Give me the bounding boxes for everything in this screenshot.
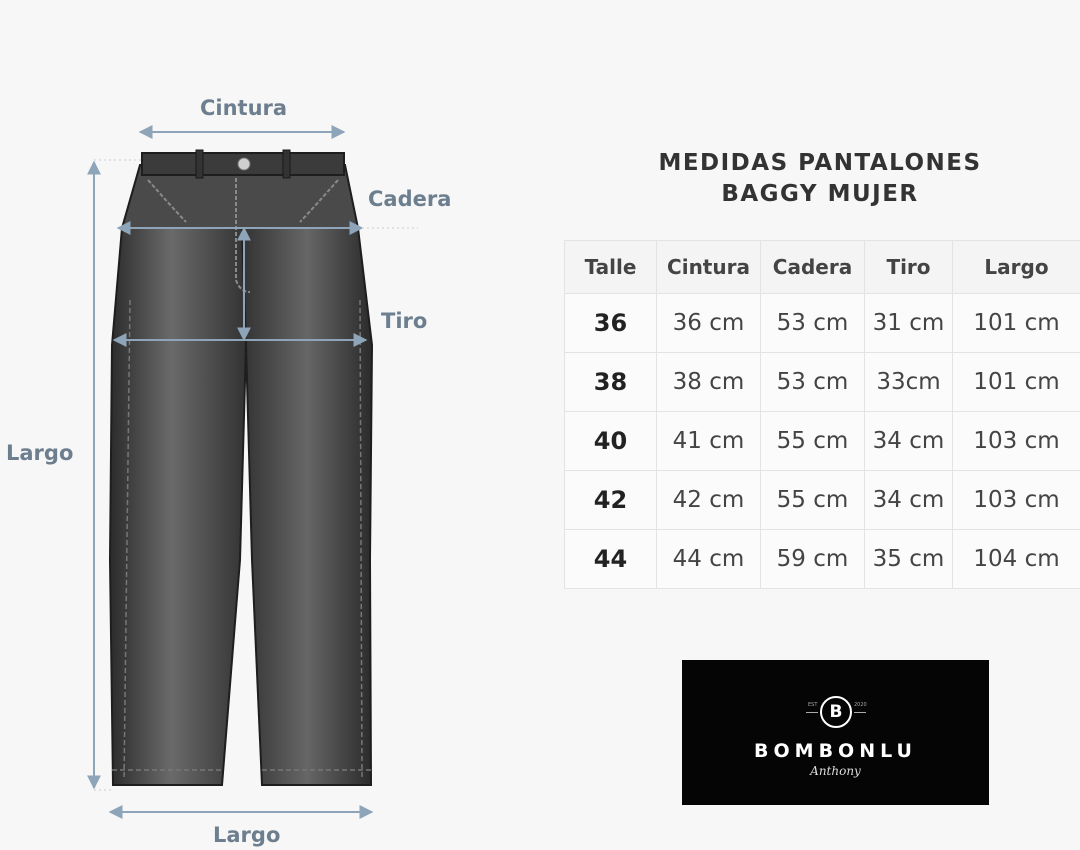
table-row	[565, 353, 1080, 412]
jeans-button	[238, 158, 250, 170]
cell-tiro: 31 cm	[865, 294, 953, 353]
cell-cadera: 55 cm	[761, 412, 865, 471]
label-largo-bottom: Largo	[213, 823, 281, 847]
cell-cadera: 53 cm	[761, 294, 865, 353]
cell-cintura: 38 cm	[657, 353, 761, 412]
cell-size: 42	[565, 471, 657, 530]
header-cintura: Cintura	[657, 241, 761, 294]
label-largo-side: Largo	[6, 441, 74, 465]
cell-size: 44	[565, 530, 657, 589]
label-tiro: Tiro	[381, 309, 428, 333]
cell-largo: 103 cm	[953, 412, 1080, 471]
label-cintura: Cintura	[200, 96, 288, 120]
cell-cintura: 36 cm	[657, 294, 761, 353]
cell-tiro: 34 cm	[865, 471, 953, 530]
logo-name: BOMBONLU	[754, 740, 917, 762]
table-row	[565, 294, 1080, 353]
size-table	[564, 240, 1080, 589]
logo-est: EST	[808, 702, 818, 708]
header-talle: Talle	[565, 241, 657, 294]
cell-largo: 101 cm	[953, 353, 1080, 412]
jeans-right-leg	[242, 228, 372, 785]
cell-cintura: 41 cm	[657, 412, 761, 471]
title-line-1: MEDIDAS PANTALONES	[658, 150, 982, 176]
header-tiro: Tiro	[865, 241, 953, 294]
cell-cintura: 44 cm	[657, 530, 761, 589]
cell-cadera: 53 cm	[761, 353, 865, 412]
table-row	[565, 412, 1080, 471]
label-cadera: Cadera	[368, 187, 452, 211]
cell-tiro: 35 cm	[865, 530, 953, 589]
cell-largo: 104 cm	[953, 530, 1080, 589]
cell-cadera: 59 cm	[761, 530, 865, 589]
logo-b-mark-icon: B	[820, 696, 852, 728]
cell-size: 40	[565, 412, 657, 471]
jeans-illustration	[0, 0, 470, 850]
cell-largo: 103 cm	[953, 471, 1080, 530]
title-line-2: BAGGY MUJER	[721, 181, 919, 207]
header-cadera: Cadera	[761, 241, 865, 294]
cell-size: 36	[565, 294, 657, 353]
logo-tagline: Anthony	[810, 764, 861, 778]
table-header-row	[565, 241, 1080, 294]
logo-year: 2020	[854, 702, 867, 708]
cell-size: 38	[565, 353, 657, 412]
table-row	[565, 530, 1080, 589]
cell-tiro: 33cm	[865, 353, 953, 412]
cell-tiro: 34 cm	[865, 412, 953, 471]
cell-largo: 101 cm	[953, 294, 1080, 353]
table-row	[565, 471, 1080, 530]
brand-logo	[682, 660, 989, 805]
cell-cadera: 55 cm	[761, 471, 865, 530]
cell-cintura: 42 cm	[657, 471, 761, 530]
header-largo: Largo	[953, 241, 1080, 294]
